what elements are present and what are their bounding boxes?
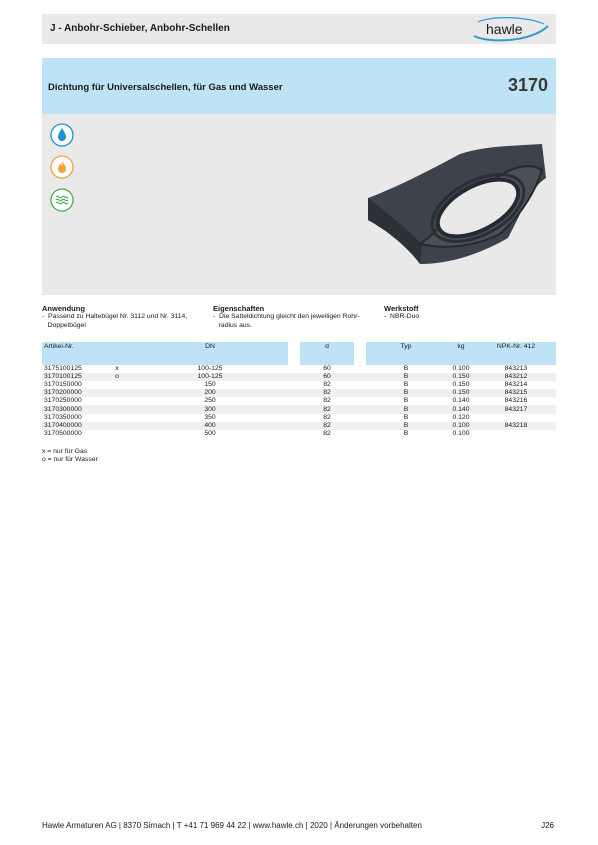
water-drop-icon — [50, 123, 74, 147]
col-d: d — [300, 342, 354, 365]
cell-kg: 0.150 — [446, 389, 476, 397]
product-image-panel — [42, 114, 556, 295]
col-npk: NPK-Nr. 412 — [476, 342, 556, 365]
cell-gap — [288, 381, 300, 389]
cell-marker — [102, 397, 132, 405]
cell-artikel-nr: 3170400000 — [42, 422, 102, 430]
cell-artikel-nr: 3170250000 — [44, 397, 82, 405]
cell-gap — [354, 405, 366, 413]
cell-dn: 400 — [132, 422, 288, 430]
cell-gap — [354, 389, 366, 397]
cell-d: 82 — [300, 422, 354, 430]
cell-gap — [354, 365, 366, 373]
table-row — [42, 373, 556, 381]
cell-marker — [102, 381, 132, 389]
cell-typ: B — [366, 405, 446, 413]
cell-gap — [288, 422, 300, 430]
cell-typ: B — [403, 365, 409, 373]
note-gas: x = nur für Gas — [42, 447, 88, 455]
cell-typ: B — [366, 422, 446, 430]
col-gap — [288, 342, 300, 365]
section-line: Doppelbügel — [42, 321, 86, 329]
col-kg: kg — [446, 342, 476, 365]
cell-marker — [102, 405, 132, 413]
cell-gap — [288, 365, 300, 373]
cell-npk: 843216 — [504, 397, 528, 405]
note-water: o = nur für Wasser — [42, 456, 98, 464]
col-typ: Typ — [366, 342, 446, 365]
table-row — [42, 430, 556, 438]
cell-gap — [354, 373, 366, 381]
section-heading: Anwendung — [42, 304, 85, 313]
footer-text: Hawle Armaturen AG | 8370 Sirnach | T +41 71 969 44 22 | www.hawle.ch | 2020 | Änderungen vorbehalten — [42, 821, 422, 830]
cell-d: 82 — [323, 397, 331, 405]
cell-d: 82 — [323, 381, 331, 389]
table-row — [42, 365, 556, 373]
cell-d: 82 — [300, 405, 354, 413]
cell-kg: 0.150 — [446, 373, 476, 381]
cell-artikel-nr: 3175100125 — [44, 365, 82, 373]
section-anwendung — [42, 304, 207, 330]
cell-npk: 843217 — [476, 405, 556, 413]
cell-kg: 0.140 — [446, 405, 476, 413]
page-number: J26 — [541, 821, 554, 830]
cell-npk: 843218 — [476, 422, 556, 430]
cell-artikel-nr: 3170500000 — [44, 429, 82, 437]
cell-dn: 100-125 — [132, 373, 288, 381]
cell-gap — [288, 430, 300, 438]
cell-typ: B — [403, 381, 409, 389]
cell-marker — [102, 422, 132, 430]
article-table-area — [42, 342, 556, 465]
gas-flame-icon — [50, 155, 74, 179]
cell-gap — [354, 397, 366, 405]
product-bar — [42, 58, 556, 114]
cell-npk — [476, 414, 556, 422]
product-title: Dichtung für Universalschellen, für Gas und Wasser — [48, 82, 283, 93]
cell-gap — [354, 381, 366, 389]
section-werkstoff — [384, 304, 544, 322]
section-line: - Die Satteldichtung gleicht den jeweiligen Rohr- — [213, 313, 360, 320]
cell-gap — [288, 397, 300, 405]
cell-marker — [102, 414, 132, 422]
cell-npk: 843213 — [504, 365, 528, 373]
cell-kg: 0.100 — [446, 422, 476, 430]
cell-npk: 843212 — [476, 373, 556, 381]
cell-typ: B — [366, 389, 446, 397]
page-title: J - Anbohr-Schieber, Anbohr-Schellen — [50, 23, 230, 34]
cell-kg: 0.120 — [452, 413, 470, 421]
cell-gap — [288, 405, 300, 413]
cell-artikel-nr: 3170200000 — [42, 389, 102, 397]
cell-typ: B — [403, 413, 409, 421]
cell-artikel-nr: 3170100125 — [42, 373, 102, 381]
cell-dn: 100-125 — [197, 365, 223, 373]
saddle-seal-image — [360, 140, 550, 268]
col-gap — [354, 342, 366, 365]
col-marker — [102, 342, 132, 365]
cell-gap — [288, 373, 300, 381]
cell-kg: 0.140 — [452, 397, 470, 405]
logo-text: hawle — [486, 21, 523, 37]
section-heading: Werkstoff — [384, 304, 419, 313]
table-row — [42, 422, 556, 430]
cell-marker — [102, 389, 132, 397]
cell-typ: B — [366, 373, 446, 381]
col-dn: DN — [132, 342, 288, 365]
hawle-logo — [470, 16, 552, 42]
section-line: - Passend zu Haltebügel Nr. 3112 und Nr. 3114, — [42, 313, 188, 320]
cell-artikel-nr: 3170150000 — [44, 381, 82, 389]
section-eigenschaften — [213, 304, 381, 330]
cell-d: 82 — [323, 429, 331, 437]
cell-kg: 0.150 — [452, 381, 470, 389]
cell-d: 60 — [300, 373, 354, 381]
cell-npk — [476, 430, 556, 438]
cell-dn: 150 — [204, 381, 216, 389]
cell-dn: 200 — [132, 389, 288, 397]
table-row — [42, 389, 556, 397]
cell-dn: 300 — [132, 405, 288, 413]
cell-dn: 250 — [204, 397, 216, 405]
section-line: radius aus. — [213, 321, 252, 329]
cell-npk: 843215 — [476, 389, 556, 397]
notes — [42, 448, 556, 465]
table-row — [42, 381, 556, 389]
cell-marker: x — [115, 365, 119, 373]
header-bar — [42, 14, 556, 44]
col-artikel-nr: Artikel-Nr. — [42, 342, 102, 365]
cell-gap — [354, 430, 366, 438]
cell-gap — [354, 422, 366, 430]
article-table — [42, 342, 556, 438]
table-row — [42, 397, 556, 405]
cell-d: 82 — [323, 413, 331, 421]
cell-artikel-nr: 3170350000 — [44, 413, 82, 421]
cell-gap — [354, 414, 366, 422]
cell-dn: 500 — [204, 429, 216, 437]
cell-marker — [102, 430, 132, 438]
cell-marker: o — [102, 373, 132, 381]
cell-kg: 0.100 — [452, 429, 470, 437]
cell-gap — [288, 414, 300, 422]
cell-artikel-nr: 3170300000 — [42, 405, 102, 413]
cell-typ: B — [403, 429, 409, 437]
cell-d: 60 — [323, 365, 331, 373]
cell-kg: 0.100 — [452, 365, 470, 373]
table-row — [42, 405, 556, 413]
section-line: - NBR-Duo — [384, 313, 420, 320]
product-number: 3170 — [507, 75, 548, 95]
cell-d: 82 — [300, 389, 354, 397]
cell-npk: 843214 — [504, 381, 528, 389]
wastewater-icon — [50, 188, 74, 212]
cell-typ: B — [403, 397, 409, 405]
table-row — [42, 414, 556, 422]
table-body — [42, 365, 556, 438]
section-heading: Eigenschaften — [213, 304, 265, 313]
cell-dn: 350 — [204, 413, 216, 421]
cell-gap — [288, 389, 300, 397]
table-header-row — [42, 342, 556, 365]
